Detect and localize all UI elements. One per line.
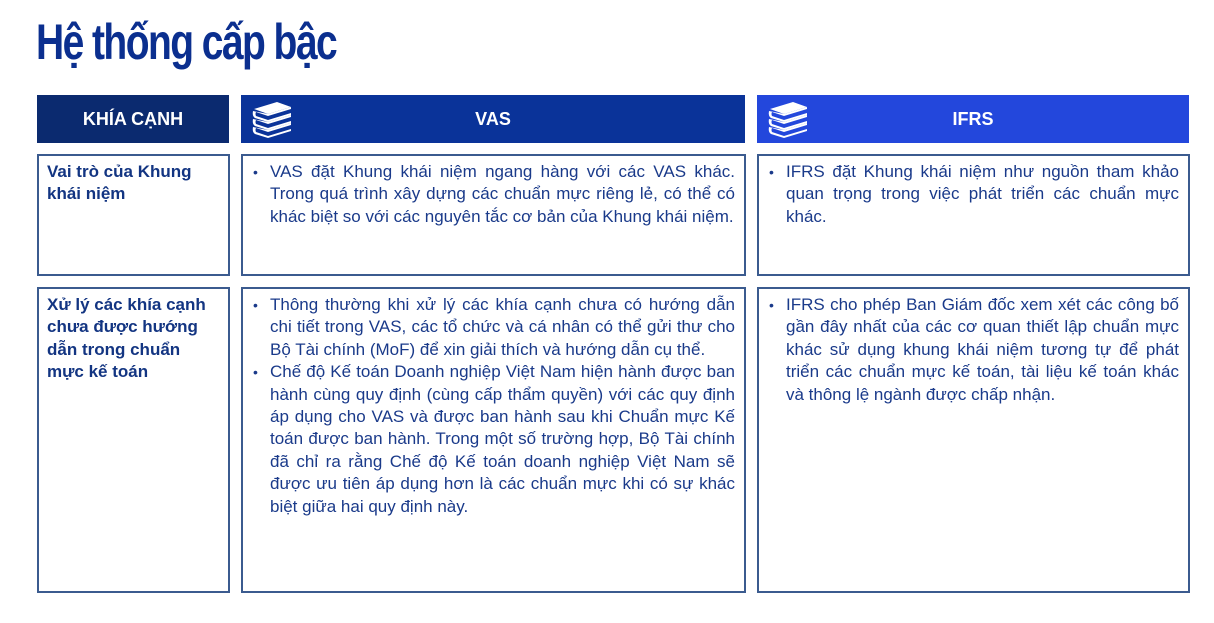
header-aspect-label: KHÍA CẠNH xyxy=(82,108,184,129)
header-vas xyxy=(241,95,745,143)
row2-vas-bullet-1: • Thông thường khi xử lý các khía cạnh chưa có hướng dẫn chi tiết trong VAS, các tổ chức và cá nhân có thể gửi thư cho Bộ Tài chính (MoF) để xin giải thích và hướng dẫn cụ thể. xyxy=(270,294,735,361)
row2-aspect-label: Xử lý các khía cạnh chưa được hướng dẫn trong chuẩn mực kế toán xyxy=(47,295,206,382)
row1-vas-bullet: • VAS đặt Khung khái niệm ngang hàng với các VAS khác. Trong quá trình xây dựng các chuẩn mực riêng lẻ, có thể có khác biệt so với các nguyên tắc cơ bản của Khung khái niệm. xyxy=(270,161,735,228)
row2-vas-bullet-2: • Chế độ Kế toán Doanh nghiệp Việt Nam hiện hành được ban hành cùng quy định (cùng cấp thẩm quyền) với các quy định áp dụng cho VAS và được ban hành sau khi Chuẩn mực Kế toán được ban hành. Trong một số trường hợp, Bộ Tài chính đã chỉ ra rằng Chế độ Kế toán doanh nghiệp Việt Nam sẽ được ưu tiên áp dụng hơn là các chuẩn mực khi có sự khác biệt giữa hai quy định này. xyxy=(270,361,735,518)
row2-aspect-cell xyxy=(37,287,230,593)
header-ifrs xyxy=(757,95,1189,143)
books-icon xyxy=(767,100,809,138)
row1-vas-cell xyxy=(241,154,746,276)
header-ifrs-label: IFRS xyxy=(952,108,994,129)
header-aspect xyxy=(37,95,229,143)
row1-ifrs-cell xyxy=(757,154,1190,276)
books-icon xyxy=(251,100,293,138)
row2-ifrs-bullet: • IFRS cho phép Ban Giám đốc xem xét các công bố gần đây nhất của các cơ quan thiết lập chuẩn mực khác sử dụng khung khái niệm tương tự để phát triển các chuẩn mực kế toán, tài liệu kế toán khác và thông lệ ngành được chấp nhận. xyxy=(786,294,1179,406)
row1-aspect-cell xyxy=(37,154,230,276)
row1-ifrs-bullet: • IFRS đặt Khung khái niệm như nguồn tham khảo quan trọng trong việc phát triển các chuẩn mực khác. xyxy=(786,161,1179,228)
row2-ifrs-cell xyxy=(757,287,1190,593)
header-vas-label: VAS xyxy=(475,108,511,129)
row2-vas-cell xyxy=(241,287,746,593)
page-title: Hệ thống cấp bậc xyxy=(36,14,337,70)
row1-aspect-label: Vai trò của Khung khái niệm xyxy=(47,162,192,204)
